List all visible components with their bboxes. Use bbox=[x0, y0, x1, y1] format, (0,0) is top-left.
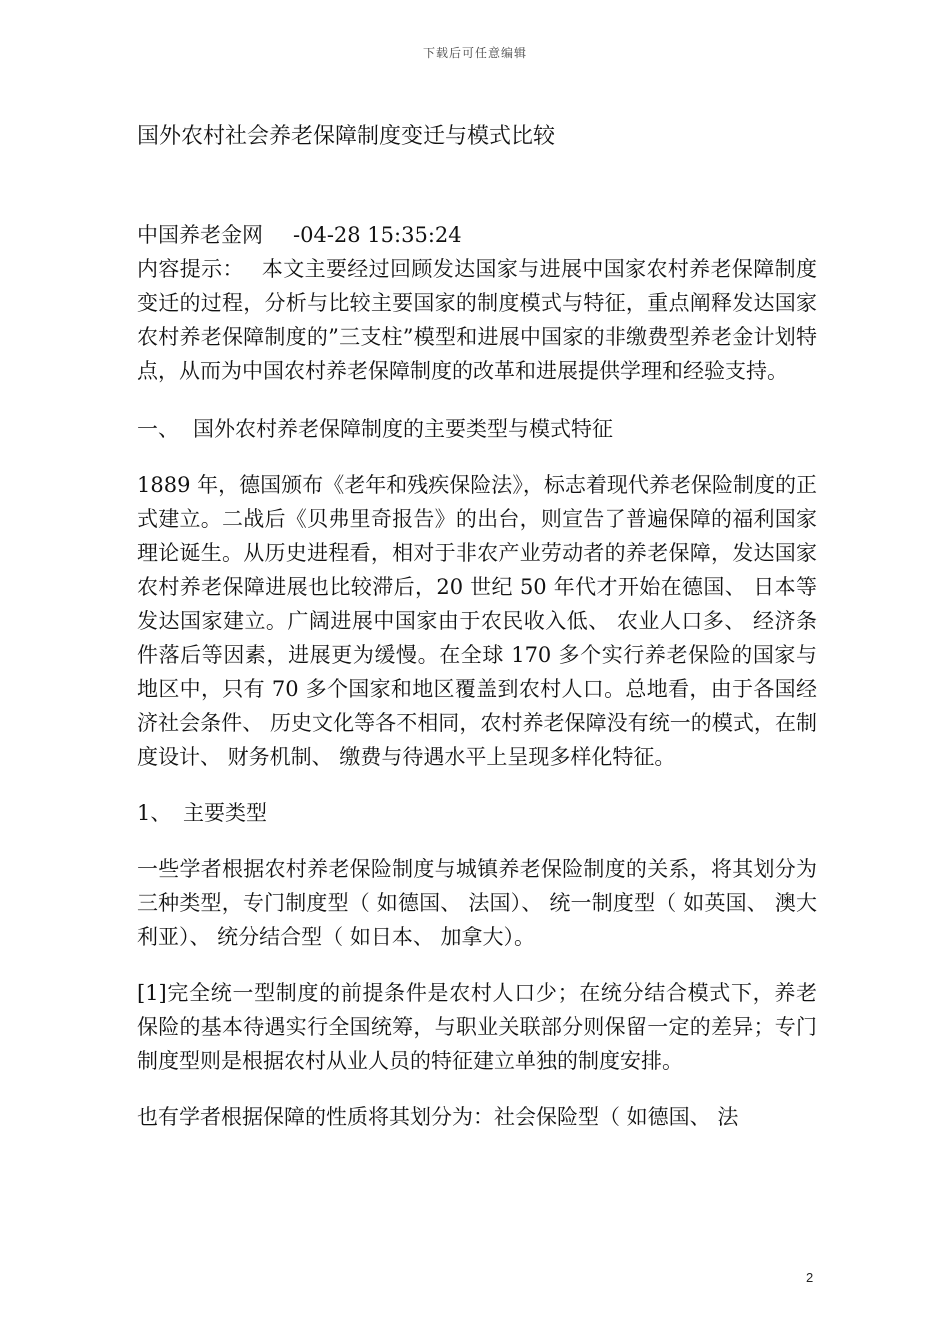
summary-label: 内容提示： bbox=[137, 257, 244, 281]
article-summary bbox=[137, 252, 817, 388]
section-number: 一、 bbox=[137, 417, 179, 441]
subsection-heading bbox=[137, 796, 817, 830]
subsection-number: 1、 bbox=[137, 801, 172, 825]
article-meta bbox=[137, 218, 817, 252]
header-note: 下载后可任意编辑 bbox=[422, 46, 527, 60]
article-title: 国外农村社会养老保障制度变迁与模式比较 bbox=[137, 124, 556, 149]
paragraph-history: 1889 年，德国颁布《老年和残疾保险法》，标志着现代养老保险制度的正式建立。二战后《贝弗里奇报告》的出台，则宣告了普遍保障的福利国家理论诞生。从历史进程看，相对于非农产业劳动者的养老保障，发达国家农村养老保障进展也比较滞后，20 世纪 50 年代才开始在德国、 日本等发达国家建立。广阔进展中国家由于农民收入低、 农业人口多、 经济条件落后等因素，进展更为缓慢。在全球 170 多个实行养老保险的国家与地区中，只有 70 多个国家和地区覆盖到农村人口。总地看，由于各国经济社会条件、 历史文化等各不相同，农村养老保障没有统一的模式，在制度设计、 财务机制、 缴费与待遇水平上呈现多样化特征。 bbox=[137, 473, 817, 769]
paragraph-footnote: [1]完全统一型制度的前提条件是农村人口少；在统分结合模式下，养老保险的基本待遇实行全国统筹，与职业关联部分则保留一定的差异；专门制度型则是根据农村从业人员的特征建立单独的制度安排。 bbox=[137, 981, 817, 1073]
subsection-title: 主要类型 bbox=[183, 801, 267, 825]
article-body bbox=[137, 120, 817, 1134]
page-number: 2 bbox=[806, 1270, 814, 1285]
section-heading bbox=[137, 412, 817, 446]
article-datetime: -04-28 15:35:24 bbox=[293, 223, 462, 247]
paragraph-types: 一些学者根据农村养老保险制度与城镇养老保险制度的关系，将其划分为三种类型，专门制度型（ 如德国、 法国）、 统一制度型（ 如英国、 澳大利亚）、 统分结合型（ 如日本、 加拿大）。 bbox=[137, 857, 817, 949]
summary-text: 本文主要经过回顾发达国家与进展中国家农村养老保障制度变迁的过程，分析与比较主要国家的制度模式与特征，重点阐释发达国家农村养老保障制度的”三支柱”模型和进展中国家的非缴费型养老金计划特点，从而为中国农村养老保障制度的改革和进展提供学理和经验支持。 bbox=[137, 257, 818, 383]
article-source: 中国养老金网 bbox=[137, 223, 263, 247]
section-title: 国外农村养老保障制度的主要类型与模式特征 bbox=[193, 417, 613, 441]
paragraph-nature: 也有学者根据保障的性质将其划分为：社会保险型（ 如德国、 法 bbox=[137, 1105, 739, 1129]
